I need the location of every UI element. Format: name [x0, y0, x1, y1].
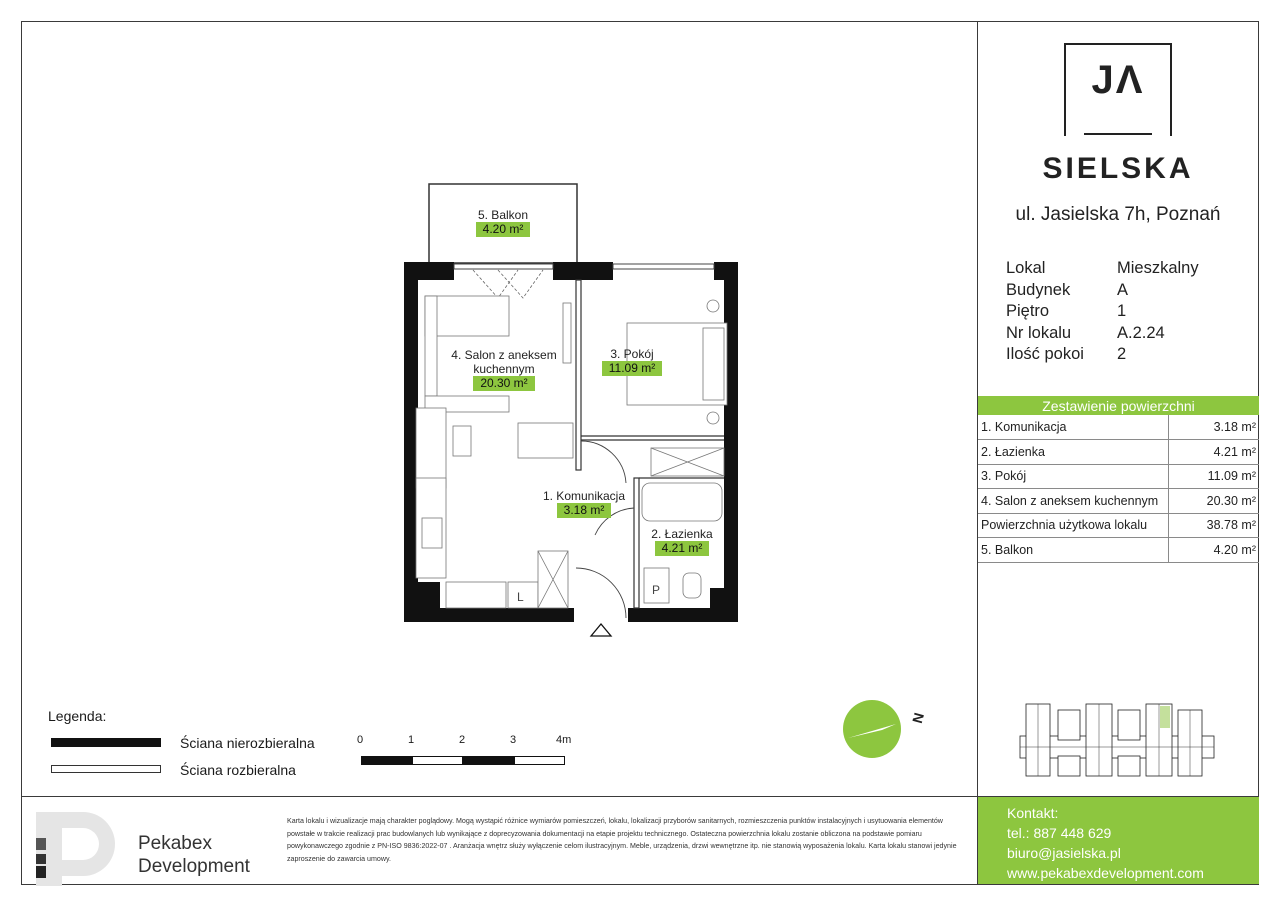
- info-label: Nr lokalu: [1006, 323, 1072, 342]
- room-name: 5. Balkon: [978, 538, 1168, 563]
- table-row: [978, 415, 1259, 440]
- compass: [838, 698, 938, 762]
- room-name: 1. Komunikacja: [978, 415, 1168, 440]
- info-row: [1006, 323, 1199, 345]
- company-name-line1: Pekabex: [138, 833, 212, 854]
- info-row: [1006, 280, 1199, 302]
- scale-label: 1: [408, 734, 415, 746]
- scale-label: 3: [510, 734, 517, 746]
- room-name: Powierzchnia użytkowa lokalu: [978, 513, 1168, 538]
- scale-segment: [514, 756, 565, 765]
- scale-label: 2: [459, 734, 466, 746]
- info-row: [1006, 258, 1199, 280]
- highlighted-unit: [1160, 706, 1170, 728]
- door-swings: [473, 270, 543, 298]
- room-name: 3. Pokój: [978, 464, 1168, 489]
- table-row: [978, 513, 1259, 538]
- pekabex-logo: [28, 808, 133, 886]
- legend-label-load-bearing: Ściana nierozbieralna: [180, 735, 315, 751]
- info-label: Ilość pokoi: [1006, 345, 1084, 363]
- company-name-line2: Development: [138, 856, 250, 877]
- table-row: [978, 464, 1259, 489]
- room-area: 38.78 m²: [1168, 513, 1259, 538]
- info-row: [1006, 301, 1199, 323]
- scale-segment: [463, 756, 514, 765]
- entrance-marker: [591, 624, 611, 636]
- scale-bar: [355, 734, 585, 774]
- scale-label: 4m: [556, 734, 572, 746]
- room-label-salon: [446, 348, 562, 391]
- room-name: 2. Łazienka: [651, 527, 713, 541]
- company-name: [138, 832, 250, 878]
- info-row: [1006, 344, 1199, 366]
- unit-info: [1006, 258, 1199, 366]
- legend-swatch-removable: [51, 765, 161, 773]
- room-area: 11.09 m²: [1168, 464, 1259, 489]
- room-area-badge: 3.18 m²: [557, 503, 612, 518]
- address: ul. Jasielska 7h, Poznań: [1015, 204, 1221, 225]
- table-row: [978, 440, 1259, 465]
- room-label-balkon: [471, 208, 535, 237]
- info-value: 2: [1117, 345, 1127, 363]
- room-label-lazienka: [650, 527, 714, 556]
- logo-mark: JΛ: [1091, 58, 1145, 102]
- room-name: 2. Łazienka: [978, 440, 1168, 465]
- contact-title: Kontakt:: [1007, 805, 1059, 821]
- room-label-pokoj: [600, 347, 664, 376]
- info-label: Lokal: [1006, 259, 1046, 277]
- table-row: [978, 489, 1259, 514]
- legend-label-removable: Ściana rozbieralna: [180, 762, 296, 778]
- room-name-line1: 4. Salon z aneksem: [451, 348, 557, 362]
- furniture: [416, 296, 727, 608]
- north-label: N: [908, 710, 928, 725]
- legend-title: Legenda:: [48, 708, 107, 724]
- scale-segment: [361, 756, 412, 765]
- info-value: A.2.24: [1117, 323, 1165, 342]
- room-area: 20.30 m²: [1168, 489, 1259, 514]
- info-value: A: [1117, 280, 1129, 299]
- building-key-plan: [1018, 700, 1218, 780]
- room-area: 4.21 m²: [1168, 440, 1259, 465]
- room-area-badge: 4.21 m²: [655, 541, 710, 556]
- room-area: 4.20 m²: [1168, 538, 1259, 563]
- room-name: 1. Komunikacja: [542, 489, 626, 503]
- fixture-label-p: P: [652, 583, 661, 597]
- area-table-title: Zestawienie powierzchni: [978, 396, 1259, 415]
- room-name: 5. Balkon: [477, 208, 529, 222]
- room-area: 3.18 m²: [1168, 415, 1259, 440]
- info-value: 1: [1117, 302, 1127, 320]
- room-name: 4. Salon z aneksem kuchennym: [978, 489, 1168, 514]
- room-area-badge: 20.30 m²: [473, 376, 534, 391]
- contact-phone[interactable]: tel.: 887 448 629: [1007, 825, 1112, 841]
- area-table: [978, 396, 1259, 563]
- contact-email[interactable]: biuro@jasielska.pl: [1007, 845, 1121, 861]
- floor-plan: [398, 178, 748, 643]
- scale-segment: [412, 756, 463, 765]
- logo-underline: [1084, 133, 1152, 135]
- disclaimer: Karta lokalu i wizualizacje mają charakter poglądowy. Mogą wystąpić różnice wymiarów pomieszczeń, lokalu, lokalizacji przyborów sanitarnych, rozmieszczenia punktów instalacyjnych i usytuowania elementów powstałe w trakcie realizacji prac budowlanych lub wynikające z doprecyzowania dokumentacji na etapie projektu technicznego. Ostateczna powierzchnia lokalu zostanie obliczona na podstawie pomiaru powykonawczego zgodnie z PN-ISO 9836:2022-07 . Aranżacja wnętrz służy wyłączenie celom ilustracyjnym. Meble, urządzenia, drzwi wewnętrzne itp. nie stanowią wyposażenia lokalu. Karta lokalu stanowi jedynie zaproszenie do zawarcia umowy.: [287, 817, 957, 863]
- info-label: Budynek: [1006, 280, 1071, 299]
- brand-name: SIELSKA: [1042, 152, 1194, 185]
- info-value: Mieszkalny: [1117, 259, 1199, 277]
- room-area-badge: 4.20 m²: [476, 222, 531, 237]
- fixture-label-l: L: [517, 590, 524, 604]
- scale-label: 0: [357, 734, 364, 746]
- room-name-line2: kuchennym: [473, 362, 535, 376]
- room-area-badge: 11.09 m²: [602, 361, 662, 376]
- compass-disc: [843, 700, 901, 758]
- legend-swatch-load-bearing: [51, 738, 161, 747]
- table-row: [978, 538, 1259, 563]
- info-label: Piętro: [1006, 302, 1050, 320]
- door-arcs: [576, 441, 634, 618]
- room-label-komunikacja: [540, 489, 628, 518]
- contact-box: [978, 797, 1259, 884]
- room-name: 3. Pokój: [610, 347, 654, 361]
- contact-website[interactable]: www.pekabexdevelopment.com: [1007, 865, 1204, 881]
